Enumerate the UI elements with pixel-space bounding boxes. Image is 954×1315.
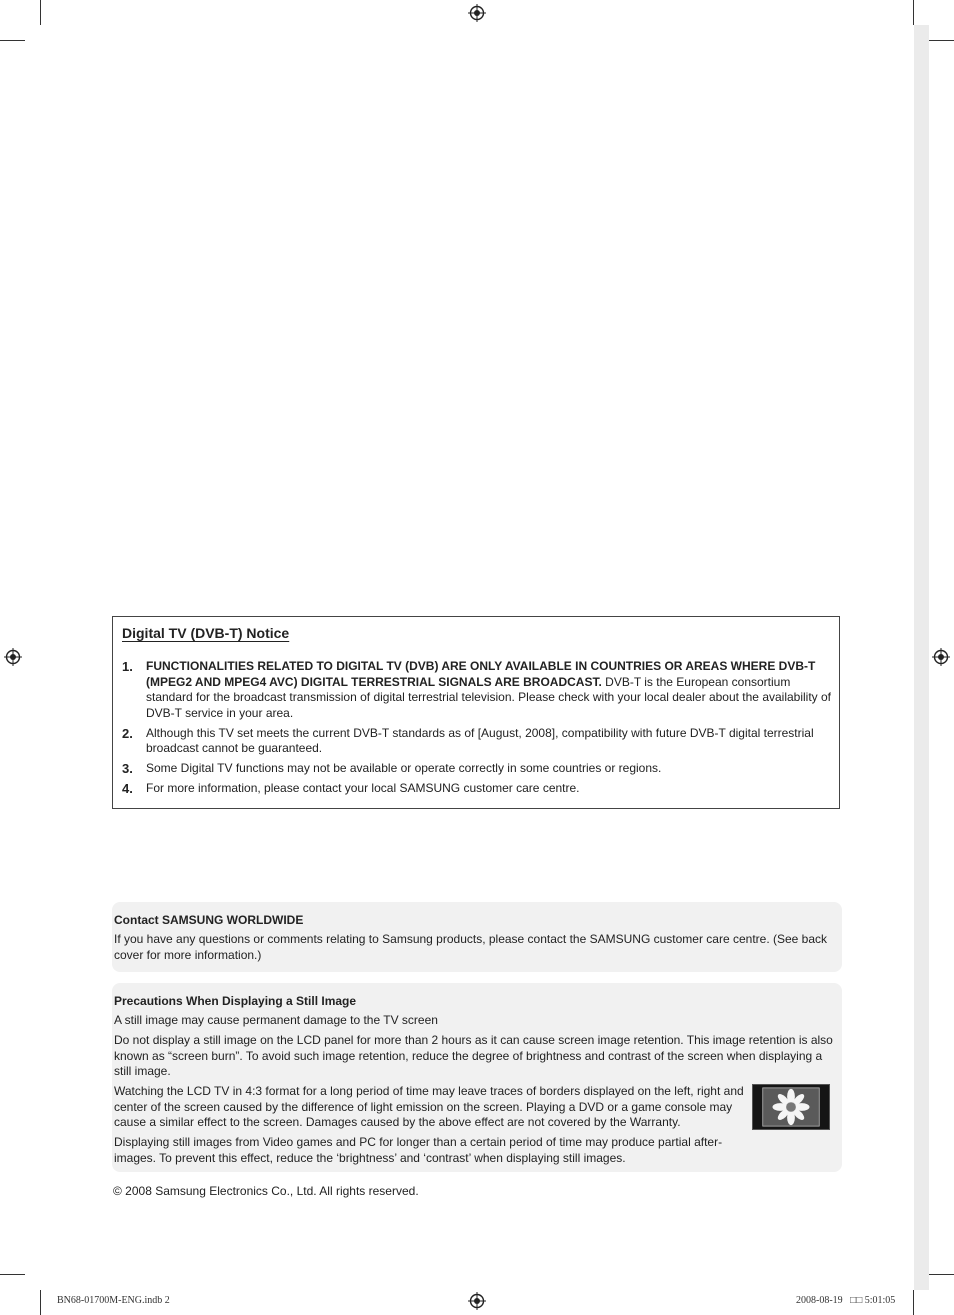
crop-mark-icon	[929, 1274, 954, 1275]
crop-mark-icon	[913, 0, 914, 25]
crop-mark-icon	[929, 40, 954, 41]
copyright-text: © 2008 Samsung Electronics Co., Ltd. All rights reserved.	[113, 1184, 419, 1198]
crop-mark-icon	[40, 0, 41, 25]
page-edge-strip	[914, 25, 929, 1290]
precautions-title: Precautions When Displaying a Still Image	[114, 994, 357, 1008]
precautions-paragraph: Watching the LCD TV in 4:3 format for a long period of time may leave traces of borders displayed on the left, right and center of the screen caused by the difference of light emission on the screen. Playing a DVD or a game console may cause a similar effect to the screen. Damages caused by the above effect are not covered by the Warranty.	[114, 1084, 744, 1129]
item-number: 1.	[122, 659, 133, 674]
contact-box	[112, 902, 842, 972]
item-rest: DVB-T is the European consortium standard for the broadcast transmission of digital terrestrial television. Please check with your local dealer about the availability of DVB-T service in your area.	[146, 674, 832, 720]
notice-list	[122, 659, 834, 801]
registration-mark-icon	[468, 4, 486, 22]
list-item	[122, 659, 834, 721]
item-text: Some Digital TV functions may not be available or operate correctly in some countries or regions.	[146, 761, 662, 775]
item-number: 3.	[122, 761, 133, 776]
dvb-t-notice-box	[112, 616, 840, 809]
item-number: 2.	[122, 725, 133, 741]
contact-text: If you have any questions or comments relating to Samsung products, please contact the SAMSUNG customer care centre. (See back cover for more information.)	[114, 932, 828, 962]
crop-mark-icon	[913, 1290, 914, 1315]
notice-title: Digital TV (DVB-T) Notice	[122, 625, 290, 641]
crop-mark-icon	[0, 40, 25, 41]
registration-mark-icon	[468, 1292, 486, 1310]
contact-title: Contact SAMSUNG WORLDWIDE	[114, 913, 304, 927]
list-item	[122, 761, 834, 777]
list-item	[122, 781, 834, 797]
item-bold-lead: FUNCTIONALITIES RELATED TO DIGITAL TV (DVB) ARE ONLY AVAILABLE IN COUNTRIES OR AREAS WHERE DVB-T (MPEG2 AND MPEG4 AVC) DIGITAL TERRESTRIAL SIGNALS ARE BROADCAST.	[146, 659, 816, 689]
precautions-paragraph: Do not display a still image on the LCD panel for more than 2 hours as it can cause screen image retention. This image retention is also known as “screen burn”. To avoid such image retention, reduce the degree of brightness and contrast of the screen when displaying a still image.	[114, 1033, 833, 1078]
registration-mark-icon	[4, 648, 22, 666]
registration-mark-icon	[932, 648, 950, 666]
item-number: 4.	[122, 781, 133, 796]
precautions-paragraph: Displaying still images from Video games and PC for longer than a certain period of time may produce partial after-images. To prevent this effect, reduce the ‘brightness’ and ‘contrast’ when displaying still images.	[114, 1135, 723, 1165]
precautions-box	[112, 983, 842, 1172]
flower-tv-thumbnail	[752, 1084, 830, 1130]
footer-timestamp: 2008-08-19 □□ 5:01:05	[796, 1295, 896, 1306]
list-item	[122, 726, 834, 757]
crop-mark-icon	[0, 1274, 25, 1275]
precautions-subtitle: A still image may cause permanent damage to the TV screen	[114, 1013, 438, 1027]
item-text: Although this TV set meets the current DVB-T standards as of [August, 2008], compatibility with future DVB-T digital terrestrial broadcast cannot be guaranteed.	[146, 725, 814, 755]
footer-file-name: BN68-01700M-ENG.indb 2	[57, 1295, 170, 1306]
item-text	[146, 659, 834, 721]
crop-mark-icon	[40, 1290, 41, 1315]
item-text: For more information, please contact your local SAMSUNG customer care centre.	[146, 781, 580, 795]
